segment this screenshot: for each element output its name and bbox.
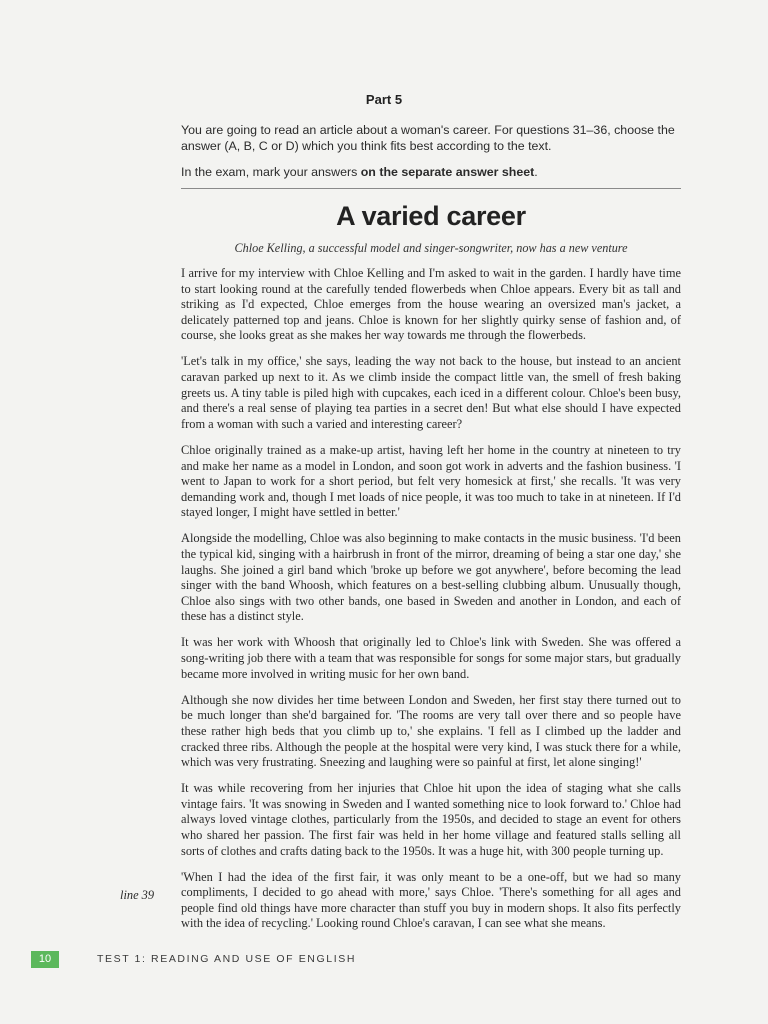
page-number-badge: 10 — [31, 951, 59, 968]
instruction-2-pre: In the exam, mark your answers — [181, 165, 361, 179]
instruction-1: You are going to read an article about a woman's career. For questions 31–36, choose the answer (A, B, C or D) which you think fits best according to the text. — [181, 123, 675, 153]
paragraph-5: It was her work with Whoosh that originally led to Chloe's link with Sweden. She was offered a song-writing job there with a team that was responsible for songs for some major stars, but gradually became more involved in writing music for her own band. — [181, 635, 681, 681]
article-subtitle: Chloe Kelling, a successful model and singer-songwriter, now has a new venture — [234, 241, 628, 255]
paragraph-4: Alongside the modelling, Chloe was also beginning to make contacts in the music business. 'I'd been the typical kid, singing with a hairbrush in front of the mirror, dreaming of being a star one day,' she laughs. She joined a girl band which 'broke up before we got anywhere', before becoming the lead singer with the band Whoosh, which features on a best-selling clubbing album. Unusually though, Chloe also sings with two other bands, one based in Sweden and another in London, and each of these has a distinct style. — [181, 531, 681, 624]
part-title: Part 5 — [365, 92, 403, 107]
article-body — [181, 266, 681, 943]
paragraph-7: It was while recovering from her injuries that Chloe hit upon the idea of staging what she calls vintage fairs. 'It was snowing in Sweden and I wanted something nice to look forward to.' Chloe had always loved vintage clothes, particularly from the 1950s, and decided to stage an event for others who shared her passion. The first fair was held in her home village and featured stalls selling all sorts of clothes and crafts dating back to the 1950s. It was a huge hit, with 300 people turning up. — [181, 781, 681, 858]
instruction-2-post: . — [534, 165, 538, 179]
instructions — [181, 122, 681, 190]
instruction-2-bold: on the separate answer sheet — [360, 165, 535, 179]
paragraph-6: Although she now divides her time between London and Sweden, her first stay there turned out to be much longer than she'd bargained for. 'The rooms are very tall over there and so people have these rather high beds that you climb up to,' she explains. 'I fell as I climbed up the ladder and cracked three ribs. Although the people at the hospital were very kind, I was stuck there for a while, which was very frustrating. Sneezing and laughing were so painful at first, let alone singing!' — [181, 692, 681, 770]
line-number-note: line 39 — [120, 888, 155, 902]
paragraph-1: I arrive for my interview with Chloe Kelling and I'm asked to wait in the garden. I hardly have time to start looking round at the carefully tended flowerbeds when Chloe appears. Every bit as tall and striking as I'd expected, Chloe emerges from the house wearing an oversized man's jacket, a delicately patterned top and jeans. Chloe is known for her slightly quirky sense of fashion and, of course, she looks great as she makes her way towards me through the flowerbeds. — [181, 266, 681, 343]
paragraph-2: 'Let's talk in my office,' she says, leading the way not back to the house, but instead to an ancient caravan parked up next to it. As we climb inside the compact little van, the smell of fresh baking greets us. A tiny table is piled high with cupcakes, each iced in a different colour. Chloe's been busy, and there's a real sense of playing tea parties in a secret den! But what else should I have expected from a woman with such a varied and interesting career? — [181, 354, 681, 431]
paragraph-8: 'When I had the idea of the first fair, it was only meant to be a one-off, but we had so many compliments, I decided to go ahead with more,' says Chloe. 'There's something for all ages and people find old things have more character than stuff you buy in modern shops. It also fits perfectly with the idea of recycling.' Looking round Chloe's caravan, I can see what she means. — [181, 869, 681, 931]
paragraph-3: Chloe originally trained as a make-up artist, having left her home in the country at nineteen to try and make her name as a model in London, and soon got work in adverts and the fashion business. 'I went to Japan to work for a short period, but felt very homesick at first,' she recalls. 'It was very demanding work and, though I met loads of nice people, it was too much to take in at nineteen. If I'd stayed longer, I might have settled in better.' — [181, 442, 681, 520]
article-title: A varied career — [336, 201, 526, 231]
instruction-2 — [181, 164, 681, 180]
footer-label: TEST 1: READING AND USE OF ENGLISH — [97, 953, 357, 965]
divider — [181, 188, 681, 189]
